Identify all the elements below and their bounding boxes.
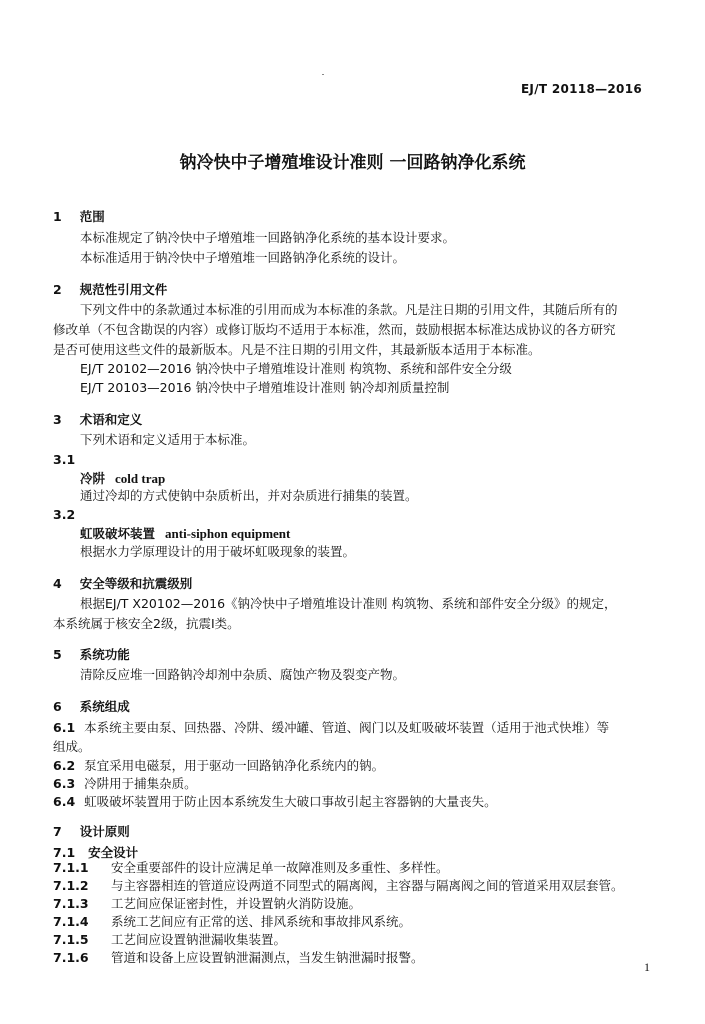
section-number: 3 [53, 412, 62, 427]
document-title: 钠冷快中子增殖堆设计准则 一回路钠净化系统 [179, 153, 526, 173]
normative-reference-2: EJ/T 20103—2016 钠冷快中子增殖堆设计准则 钠冷却剂质量控制 [80, 380, 450, 395]
clause-text: 工艺间应保证密封性，并设置钠火消防设施。 [111, 896, 362, 911]
clause-6-1-continued: 组成。 [53, 739, 91, 754]
section-number: 4 [53, 576, 62, 591]
clause-6-1 [53, 722, 609, 735]
subsection-7-1-heading [53, 843, 138, 861]
section-2-line-3: 是否可使用这些文件的最新版本。凡是不注日期的引用文件，其最新版本适用于本标准。 [53, 342, 541, 357]
clause-text: 冷阱用于捕集杂质。 [84, 776, 197, 791]
term-2-english: anti-siphon equipment [165, 526, 291, 541]
term-2-definition: 根据水力学原理设计的用于破坏虹吸现象的装置。 [80, 544, 356, 559]
clause-text: 管道和设备上应设置钠泄漏测点，当发生钠泄漏时报警。 [111, 950, 424, 965]
clause-7-1-6 [53, 952, 424, 965]
clause-7-1-4 [53, 916, 411, 929]
section-number: 2 [53, 282, 62, 297]
section-number: 6 [53, 699, 62, 714]
section-number: 5 [53, 647, 62, 662]
clause-text: 泵宜采用电磁泵，用于驱动一回路钠净化系统内的钠。 [84, 758, 385, 773]
section-4-line-2: 本系统属于核安全2级，抗震I类。 [53, 616, 240, 631]
clause-text: 虹吸破坏装置用于防止因本系统发生大破口事故引起主容器钠的大量丧失。 [84, 794, 497, 809]
section-2-heading [53, 280, 167, 298]
term-1-name [80, 472, 165, 486]
term-2-number: 3.2 [53, 507, 76, 522]
clause-7-1-2 [53, 880, 624, 893]
section-3-intro: 下列术语和定义适用于本标准。 [80, 432, 256, 447]
clause-text: 本系统主要由泵、回热器、冷阱、缓冲罐、管道、阀门以及虹吸破坏装置（适用于池式快堆）等 [84, 720, 610, 735]
term-2-chinese: 虹吸破坏装置 [80, 526, 156, 541]
clause-number: 7.1.4 [53, 914, 89, 929]
clause-number: 7.1.2 [53, 878, 89, 893]
section-1-para-2: 本标准适用于钠冷快中子增殖堆一回路钠净化系统的设计。 [80, 250, 406, 265]
term-1-definition: 通过冷却的方式使钠中杂质析出，并对杂质进行捕集的装置。 [80, 488, 418, 503]
clause-6-3 [53, 778, 197, 791]
clause-text: 工艺间应设置钠泄漏收集装置。 [111, 932, 287, 947]
term-1-chinese: 冷阱 [80, 471, 106, 486]
standard-code: EJ/T 20118—2016 [520, 82, 642, 96]
clause-text: 系统工艺间应有正常的送、排风系统和事故排风系统。 [111, 914, 412, 929]
clause-text: 安全重要部件的设计应满足单一故障准则及多重性、多样性。 [111, 860, 449, 875]
clause-number: 7.1.1 [53, 860, 89, 875]
clause-number: 7.1.6 [53, 950, 89, 965]
clause-number: 7.1.3 [53, 896, 89, 911]
section-3-heading [53, 410, 142, 428]
clause-6-4 [53, 796, 497, 809]
term-1-number: 3.1 [53, 452, 76, 467]
clause-number: 6.4 [53, 794, 76, 809]
term-1-english: cold trap [115, 471, 166, 486]
section-title: 安全等级和抗震级别 [79, 576, 193, 591]
section-title: 设计原则 [79, 824, 130, 839]
section-4-line-1: 根据EJ/T X20102—2016《钠冷快中子增殖堆设计准则 构筑物、系统和部件安全分级》的规定， [80, 596, 617, 611]
clause-6-2 [53, 760, 384, 773]
section-title: 术语和定义 [79, 412, 143, 427]
clause-7-1-3 [53, 898, 361, 911]
clause-number: 6.1 [53, 720, 76, 735]
section-title: 范围 [79, 209, 105, 224]
normative-reference-1: EJ/T 20102—2016 钠冷快中子增殖堆设计准则 构筑物、系统和部件安全分级 [80, 361, 512, 376]
section-5-para: 清除反应堆一回路钠冷却剂中杂质、腐蚀产物及裂变产物。 [80, 667, 406, 682]
section-5-heading [53, 645, 130, 663]
clause-number: 7.1.5 [53, 932, 89, 947]
clause-number: 6.2 [53, 758, 76, 773]
section-title: 规范性引用文件 [79, 282, 168, 297]
section-2-line-2: 修改单（不包含勘误的内容）或修订版均不适用于本标准，然而，鼓励根据本标准达成协议的各方研究 [53, 322, 616, 337]
clause-7-1-1 [53, 862, 449, 875]
clause-number: 6.3 [53, 776, 76, 791]
section-number: 1 [53, 209, 62, 224]
page-number: 1 [644, 960, 650, 974]
section-title: 系统功能 [79, 647, 130, 662]
section-1-para-1: 本标准规定了钠冷快中子增殖堆一回路钠净化系统的基本设计要求。 [80, 230, 456, 245]
clause-text: 与主容器相连的管道应设两道不同型式的隔离阀，主容器与隔离阀之间的管道采用双层套管。 [111, 878, 624, 893]
term-2-name [80, 527, 290, 541]
clause-7-1-5 [53, 934, 286, 947]
section-6-heading [53, 697, 130, 715]
subsection-number: 7.1 [53, 845, 76, 860]
section-1-heading [53, 207, 105, 225]
section-number: 7 [53, 824, 62, 839]
scan-speck [322, 74, 324, 75]
section-4-heading [53, 574, 192, 592]
section-2-line-1: 下列文件中的条款通过本标准的引用而成为本标准的条款。凡是注日期的引用文件，其随后所有的 [80, 302, 618, 317]
section-7-heading [53, 822, 130, 840]
subsection-title: 安全设计 [88, 845, 139, 860]
section-title: 系统组成 [79, 699, 130, 714]
